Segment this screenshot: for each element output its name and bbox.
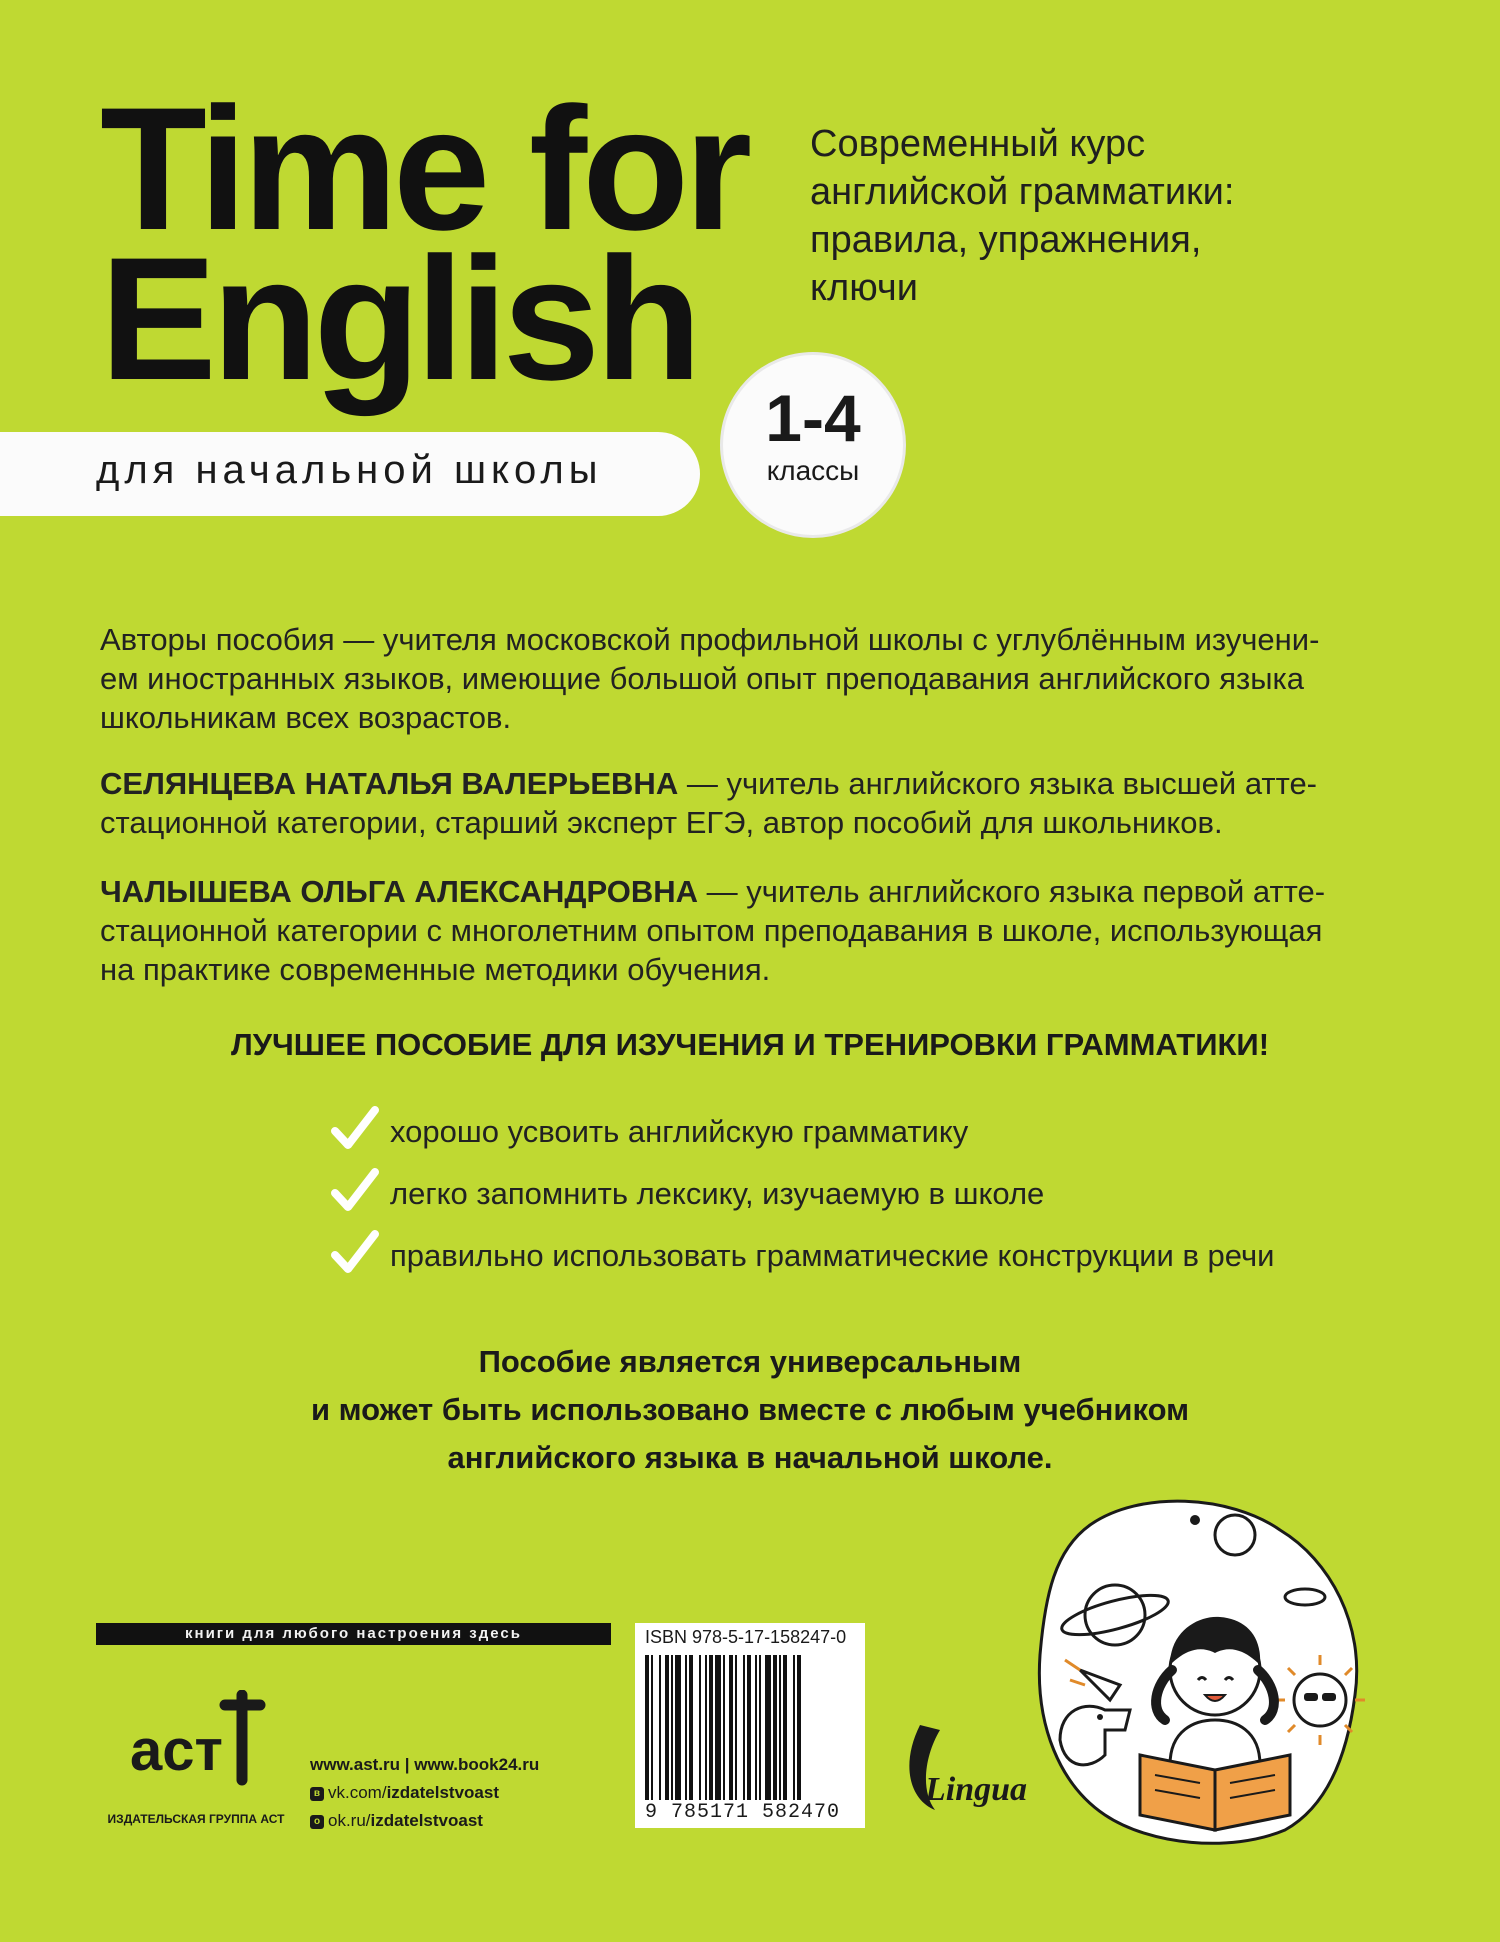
girl-reading-illustration [1030, 1485, 1370, 1845]
barcode-bar [659, 1655, 661, 1800]
website-links[interactable]: www.ast.ru | www.book24.ru [310, 1755, 540, 1774]
barcode-bar [797, 1655, 801, 1800]
barcode-bar [743, 1655, 745, 1800]
barcode-bar [747, 1655, 751, 1800]
author-2-name: ЧАЛЫШЕВА ОЛЬГА АЛЕКСАНДРОВНА [100, 874, 699, 909]
benefit-text: легко запомнить лексику, изучаемую в школе [390, 1176, 1045, 1211]
universal-statement [0, 1338, 1500, 1482]
subtitle-line: ключи [810, 267, 918, 309]
checkmark-icon [330, 1228, 380, 1278]
barcode-bar [715, 1655, 721, 1800]
author-2-desc-cont: стационной категории с многолетним опытом преподавания в школе, использующая [100, 913, 1323, 948]
author-1-desc-cont: стационной категории, старший эксперт ЕГЭ, автор пособий для школьников. [100, 805, 1223, 840]
subtitle-line: правила, упражнения, [810, 219, 1202, 261]
subtitle-line: английской грамматики: [810, 171, 1235, 213]
vk-handle: izdatelstvoast [386, 1783, 499, 1802]
barcode-bar [651, 1655, 653, 1800]
slogan: ЛУЧШЕЕ ПОСОБИЕ ДЛЯ ИЗУЧЕНИЯ И ТРЕНИРОВКИ ГРАММАТИКИ! [230, 1027, 1270, 1062]
school-level-label: для начальной школы [96, 448, 603, 492]
ok-link[interactable] [310, 1811, 539, 1839]
universal-line: английского языка в начальной школе. [447, 1440, 1053, 1475]
grade-badge [723, 355, 903, 535]
intro-line: школьникам всех возрастов. [100, 700, 512, 735]
grade-label: классы [766, 455, 860, 486]
benefit-text: правильно использовать грамматические конструкции в речи [390, 1238, 1275, 1273]
vk-link[interactable] [310, 1783, 539, 1811]
author-1-bio [100, 764, 1410, 842]
barcode-bar [773, 1655, 777, 1800]
book-title [100, 72, 748, 417]
barcode [643, 1655, 857, 1800]
barcode-bar [735, 1655, 737, 1800]
intro-line: Авторы пособия — учителя московской профильной школы с углублённым изучени- [100, 622, 1320, 657]
barcode-bar [779, 1655, 781, 1800]
ok-handle: izdatelstvoast [370, 1811, 483, 1830]
author-1-desc: — учитель английского языка высшей атте- [678, 766, 1318, 801]
publisher-links [310, 1755, 539, 1839]
barcode-bar [755, 1655, 757, 1800]
school-level-banner [0, 432, 700, 516]
vk-prefix: vk.com/ [328, 1783, 387, 1802]
barcode-bar [699, 1655, 701, 1800]
author-2-desc: — учитель английского языка первой атте- [698, 874, 1326, 909]
benefit-text: хорошо усвоить английскую грамматику [390, 1114, 969, 1149]
author-2-bio [100, 872, 1410, 989]
barcode-bar [665, 1655, 669, 1800]
universal-line: Пособие является универсальным [478, 1344, 1022, 1379]
book-subtitle [810, 120, 1410, 312]
lingua-logo-text: Lingua [925, 1771, 1028, 1808]
vk-icon: в [310, 1787, 324, 1801]
barcode-bar [709, 1655, 713, 1800]
author-2-desc-cont: на практике современные методики обучения. [100, 952, 771, 987]
barcode-bar [793, 1655, 795, 1800]
barcode-bar [729, 1655, 733, 1800]
ok-prefix: ok.ru/ [328, 1811, 371, 1830]
book-title-line1: Time for [100, 72, 748, 267]
barcode-bar [759, 1655, 761, 1800]
ean-digits: 9 785171 582470 [645, 1801, 841, 1824]
barcode-bar [765, 1655, 771, 1800]
ok-icon: о [310, 1815, 324, 1829]
barcode-bar [723, 1655, 725, 1800]
barcode-label [635, 1623, 865, 1828]
subtitle-line: Современный курс [810, 123, 1146, 165]
grade-range: 1-4 [765, 381, 861, 455]
book-title-line2: English [100, 222, 697, 417]
barcode-bar [705, 1655, 707, 1800]
intro-line: ем иностранных языков, имеющие большой опыт преподавания английского языка [100, 661, 1305, 696]
universal-line: и может быть использовано вместе с любым учебником [310, 1392, 1190, 1427]
books-tagline: книги для любого настроения здесь [96, 1623, 611, 1645]
barcode-bar [685, 1655, 687, 1800]
barcode-bar [671, 1655, 673, 1800]
checkmark-icon [330, 1104, 380, 1154]
authors-intro [100, 620, 1410, 737]
publisher-name: ИЗДАТЕЛЬСКАЯ ГРУППА АСТ [107, 1812, 285, 1826]
ast-logo [120, 1690, 280, 1790]
ast-logo-text: аст [130, 1718, 223, 1783]
barcode-bar [645, 1655, 649, 1800]
barcode-bar [783, 1655, 787, 1800]
barcode-bar [675, 1655, 681, 1800]
lingua-logo [895, 1705, 1030, 1820]
barcode-bar [689, 1655, 693, 1800]
checkmark-icon [330, 1166, 380, 1216]
author-1-name: СЕЛЯНЦЕВА НАТАЛЬЯ ВАЛЕРЬЕВНА [100, 766, 679, 801]
isbn-number: ISBN 978-5-17-158247-0 [645, 1627, 847, 1647]
